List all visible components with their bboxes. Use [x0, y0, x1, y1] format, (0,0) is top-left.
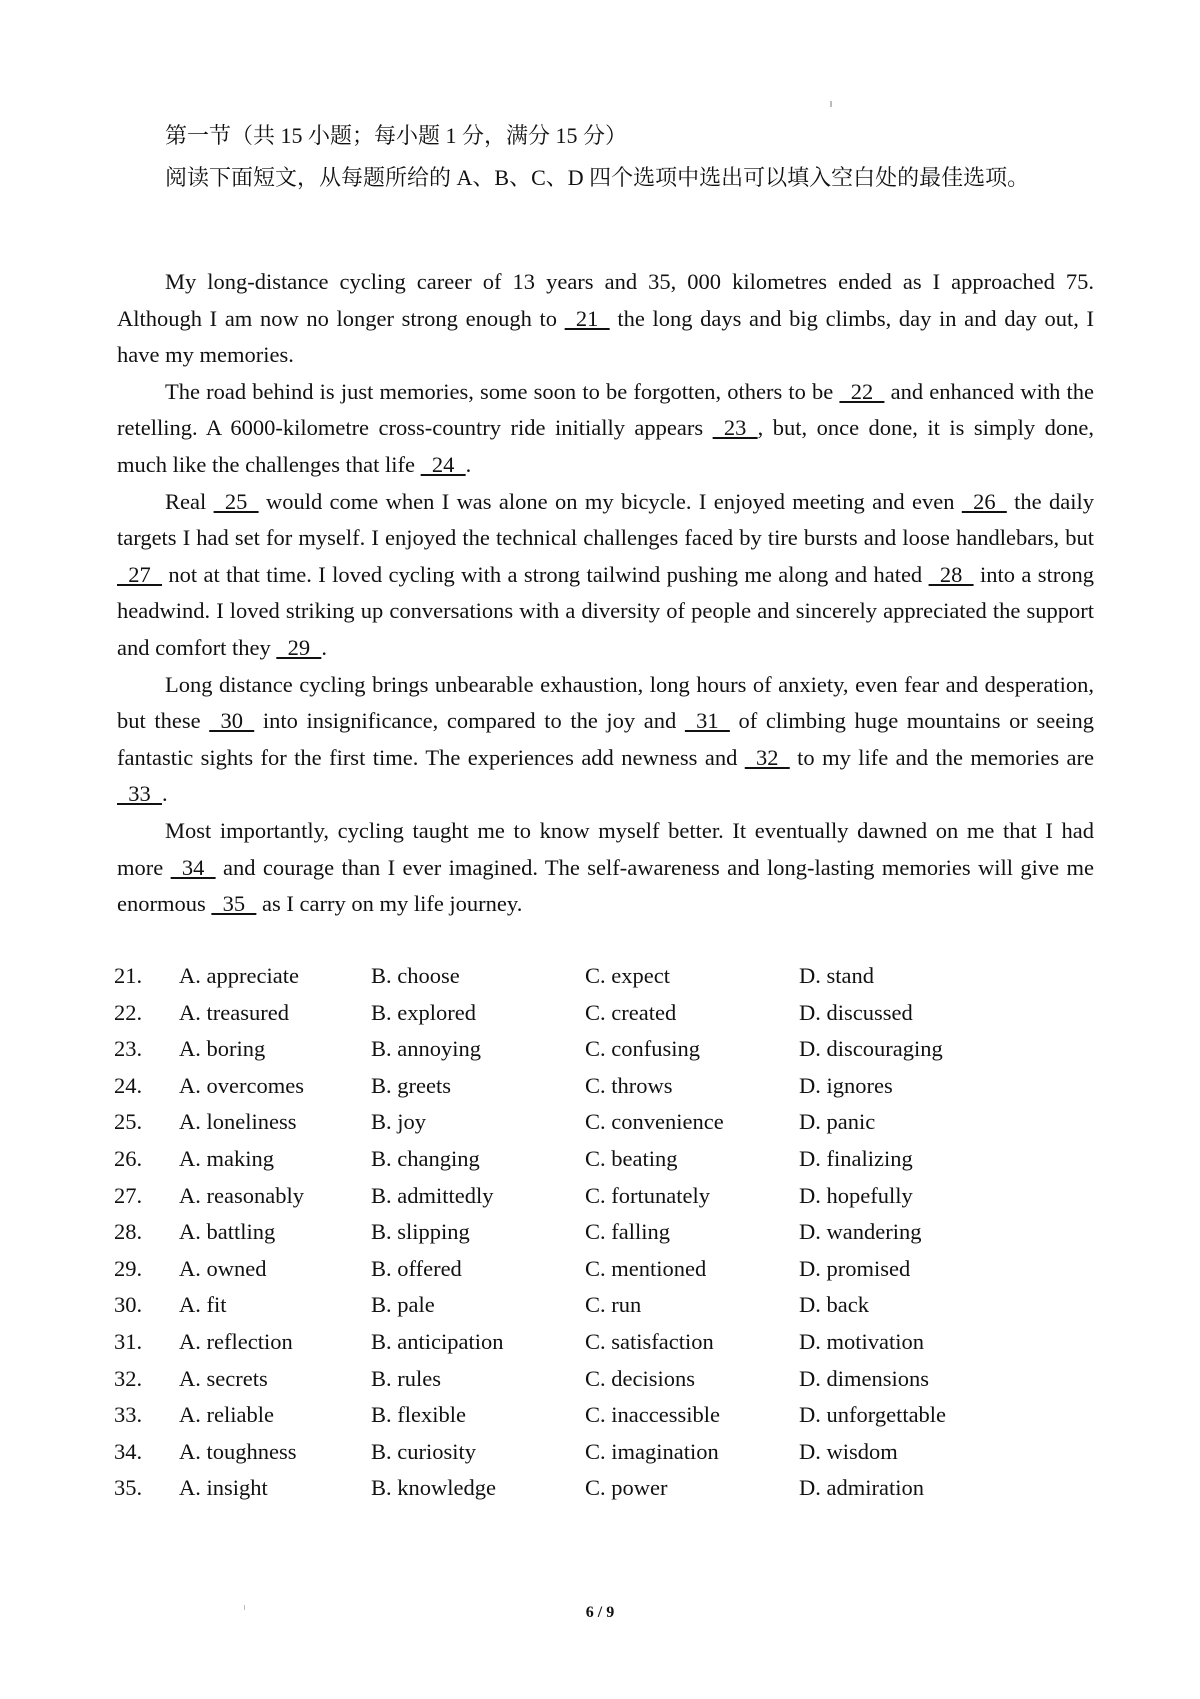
blank-33: 33 [117, 781, 162, 807]
option-c: C. mentioned [585, 1255, 707, 1281]
option-c: C. satisfaction [585, 1328, 714, 1354]
option-b: B. rules [371, 1365, 441, 1391]
option-d: D. unforgettable [799, 1402, 947, 1428]
question-number: 25. [114, 1109, 143, 1135]
question-number: 33. [114, 1402, 143, 1428]
option-b: B. choose [371, 963, 460, 988]
blank-28: 28 [928, 561, 974, 587]
option-d: D. finalizing [799, 1145, 913, 1171]
question-row [114, 1141, 1094, 1178]
option-b: B. joy [371, 1109, 427, 1135]
passage-text: My long-distance cycling career of 13 years and 35, 000 kilometres ended as I approached 75. Although I am now no longer strong enough to [117, 269, 1094, 331]
blank-22: 22 [839, 378, 885, 404]
option-b: B. greets [371, 1072, 451, 1098]
cloze-passage [117, 264, 1094, 923]
passage-text: and enhanced with the retelling. A 6000-kilometre cross-country ride initially appears [117, 378, 1094, 441]
question-number: 21. [114, 963, 143, 988]
question-number: 27. [114, 1182, 143, 1208]
option-c: C. confusing [585, 1036, 700, 1062]
section-title: 第一节（共 15 小题；每小题 1 分，满分 15 分） [165, 123, 628, 148]
option-a: A. boring [179, 1036, 266, 1062]
question-number: 31. [114, 1328, 143, 1354]
option-d: D. ignores [799, 1072, 893, 1098]
question-row [114, 1287, 1094, 1324]
blank-35: 35 [211, 891, 257, 917]
option-c: C. inaccessible [585, 1402, 720, 1428]
question-row [114, 1397, 1094, 1434]
passage-text: , but, once done, it is simply done, much like the challenges that life [117, 415, 1094, 477]
passage-text: The road behind is just memories, some soon to be forgotten, others to be [165, 378, 840, 404]
passage-text: as I carry on my life journey. [256, 891, 523, 917]
option-d: D. motivation [799, 1328, 924, 1354]
question-number: 24. [114, 1072, 143, 1098]
option-c: C. expect [585, 963, 670, 988]
option-d: D. wandering [799, 1219, 922, 1245]
question-row [114, 1434, 1094, 1471]
question-row [114, 1361, 1094, 1398]
blank-26: 26 [961, 488, 1007, 514]
passage-text: into a strong headwind. I loved striking up conversations with a diversity of people and sincerely appreciated the support and comfort they [117, 561, 1094, 660]
option-c: C. decisions [585, 1365, 695, 1391]
option-b: B. flexible [371, 1402, 466, 1428]
option-c: C. created [585, 999, 677, 1025]
option-a: A. appreciate [179, 963, 299, 988]
passage-paragraph [117, 264, 1094, 374]
option-c: C. falling [585, 1219, 670, 1245]
option-d: D. hopefully [799, 1182, 913, 1208]
option-a: A. toughness [179, 1438, 297, 1464]
passage-paragraph [117, 667, 1094, 813]
option-b: B. explored [371, 999, 476, 1025]
option-c: C. throws [585, 1072, 673, 1098]
option-a: A. owned [179, 1255, 267, 1281]
blank-32: 32 [744, 744, 790, 770]
option-c: C. convenience [585, 1109, 724, 1135]
passage-text: Real [165, 488, 214, 514]
passage-text: . [465, 451, 472, 477]
option-b: B. annoying [371, 1036, 481, 1062]
option-b: B. offered [371, 1255, 462, 1281]
scan-speck [830, 101, 832, 107]
option-a: A. reflection [179, 1328, 293, 1354]
question-row [114, 1214, 1094, 1251]
option-d: D. discussed [799, 999, 913, 1025]
passage-text: the long days and big climbs, day in and day out, I have my memories. [117, 305, 1095, 368]
option-b: B. anticipation [371, 1328, 504, 1354]
passage-text: to my life and the memories are [789, 744, 1094, 770]
passage-text: the daily targets I had set for myself. I enjoyed the technical challenges faced by tire bursts and loose handlebars, but [117, 488, 1094, 551]
option-c: C. power [585, 1475, 668, 1501]
option-b: B. pale [371, 1292, 435, 1318]
option-d: D. stand [799, 963, 874, 988]
question-number: 35. [114, 1475, 143, 1501]
question-row [114, 1104, 1094, 1141]
passage-text: would come when I was alone on my bicycle. I enjoyed meeting and even [258, 488, 962, 514]
passage-text: Long distance cycling brings unbearable exhaustion, long hours of anxiety, even fear and desperation, but these [117, 671, 1094, 734]
option-d: D. back [799, 1292, 869, 1318]
option-b: B. slipping [371, 1219, 470, 1245]
option-d: D. admiration [799, 1475, 924, 1501]
instruction-text: 阅读下面短文，从每题所给的 A、B、C、D 四个选项中选出可以填入空白处的最佳选项。 [165, 165, 1030, 190]
question-number: 26. [114, 1145, 143, 1171]
option-a: A. insight [179, 1475, 268, 1501]
passage-text: Most importantly, cycling taught me to know myself better. It eventually dawned on me that I had more [117, 817, 1094, 880]
question-number: 30. [114, 1292, 143, 1318]
option-c: C. fortunately [585, 1182, 710, 1208]
passage-text: . [321, 634, 327, 660]
option-c: C. beating [585, 1145, 678, 1171]
question-row [114, 1251, 1094, 1288]
option-b: B. curiosity [371, 1438, 476, 1464]
passage-text: and courage than I ever imagined. The self-awareness and long-lasting memories will give me enormous [117, 854, 1094, 917]
option-a: A. battling [179, 1219, 276, 1245]
passage-paragraph [117, 374, 1094, 484]
option-a: A. secrets [179, 1365, 268, 1391]
option-b: B. knowledge [371, 1475, 496, 1501]
option-d: D. promised [799, 1255, 911, 1281]
option-c: C. imagination [585, 1438, 719, 1464]
option-d: D. panic [799, 1109, 876, 1135]
passage-paragraph [117, 484, 1094, 667]
question-number: 28. [114, 1219, 143, 1245]
option-b: B. admittedly [371, 1182, 494, 1208]
blank-23: 23 [712, 415, 758, 441]
question-number: 32. [114, 1365, 143, 1391]
option-a: A. fit [179, 1292, 227, 1318]
question-row [114, 1470, 1094, 1507]
question-number: 22. [114, 999, 143, 1025]
blank-24: 24 [420, 451, 466, 477]
option-d: D. wisdom [799, 1438, 898, 1464]
blank-29: 29 [276, 634, 322, 660]
passage-text: of climbing huge mountains or seeing fantastic sights for the first time. The experiences add newness and [117, 708, 1094, 770]
option-a: A. making [179, 1145, 274, 1171]
option-a: A. reliable [179, 1402, 274, 1428]
option-c: C. run [585, 1292, 642, 1318]
option-a: A. reasonably [179, 1182, 304, 1208]
passage-text: . [162, 781, 168, 807]
passage-paragraph [117, 813, 1094, 923]
question-row [114, 958, 1094, 995]
question-row [114, 1031, 1094, 1068]
page-number: 6 / 9 [585, 1604, 615, 1621]
question-row [114, 1068, 1094, 1105]
question-row [114, 1324, 1094, 1361]
answer-options-list [114, 958, 1094, 1507]
question-row [114, 995, 1094, 1032]
question-row [114, 1178, 1094, 1215]
blank-34: 34 [170, 854, 216, 880]
option-a: A. loneliness [179, 1109, 297, 1135]
question-number: 34. [114, 1438, 143, 1464]
passage-text: into insignificance, compared to the joy and [254, 708, 685, 734]
option-d: D. dimensions [799, 1365, 930, 1391]
blank-30: 30 [209, 708, 255, 734]
option-b: B. changing [371, 1145, 480, 1171]
question-number: 29. [114, 1255, 143, 1281]
option-a: A. overcomes [179, 1072, 304, 1098]
option-a: A. treasured [179, 999, 289, 1025]
blank-31: 31 [684, 708, 730, 734]
passage-text: not at that time. I loved cycling with a strong tailwind pushing me along and hated [162, 561, 929, 587]
blank-25: 25 [213, 488, 259, 514]
blank-21: 21 [564, 305, 610, 331]
question-number: 23. [114, 1036, 143, 1062]
blank-27: 27 [117, 561, 162, 587]
option-d: D. discouraging [799, 1036, 943, 1062]
